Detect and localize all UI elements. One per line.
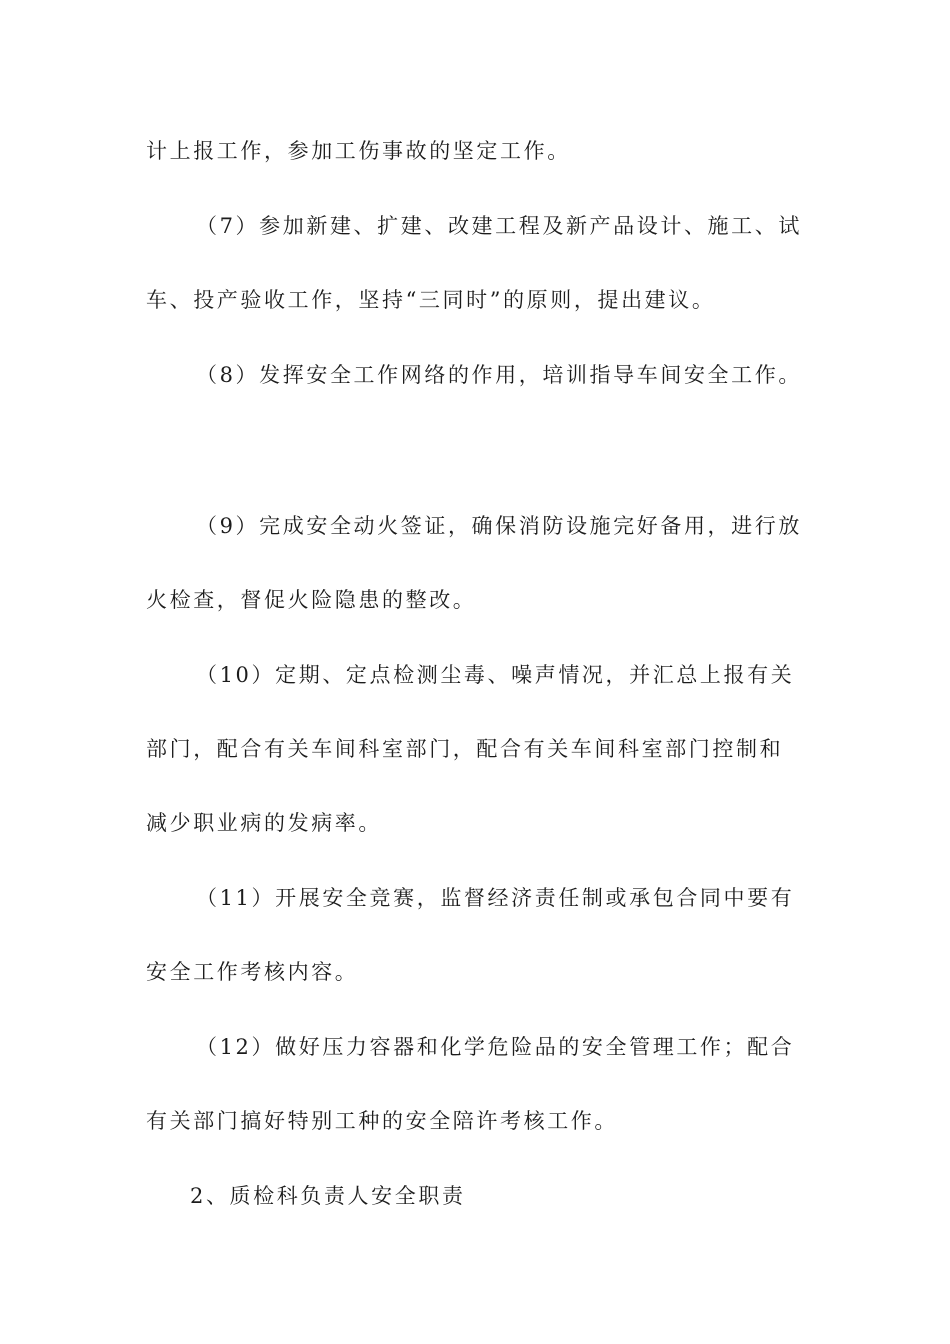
paragraph-line: 计上报工作，参加工伤事故的坚定工作。 — [146, 139, 571, 163]
paragraph-line: 车、投产验收工作，坚持“三同时”的原则，提出建议。 — [146, 288, 716, 312]
paragraph-line: （10）定期、定点检测尘毒、噪声情况，并汇总上报有关 — [196, 663, 795, 687]
paragraph-line: 部门，配合有关车间科室部门，配合有关车间科室部门控制和 — [146, 737, 784, 761]
paragraph-line: （9）完成安全动火签证，确保消防设施完好备用，进行放 — [196, 514, 802, 538]
paragraph-line: 有关部门搞好特别工种的安全陪许考核工作。 — [146, 1109, 618, 1133]
paragraph-line: （7）参加新建、扩建、改建工程及新产品设计、施工、试 — [196, 214, 802, 238]
paragraph-line: （12）做好压力容器和化学危险品的安全管理工作；配合 — [196, 1035, 795, 1059]
paragraph-line: 安全工作考核内容。 — [146, 960, 359, 984]
paragraph-line: 火检查，督促火险隐患的整改。 — [146, 588, 477, 612]
paragraph-line: （11）开展安全竞赛，监督经济责任制或承包合同中要有 — [196, 886, 795, 910]
section-heading: 2、质检科负责人安全职责 — [190, 1184, 466, 1208]
paragraph-line: 减少职业病的发病率。 — [146, 811, 382, 835]
paragraph-line: （8）发挥安全工作网络的作用，培训指导车间安全工作。 — [196, 363, 802, 387]
